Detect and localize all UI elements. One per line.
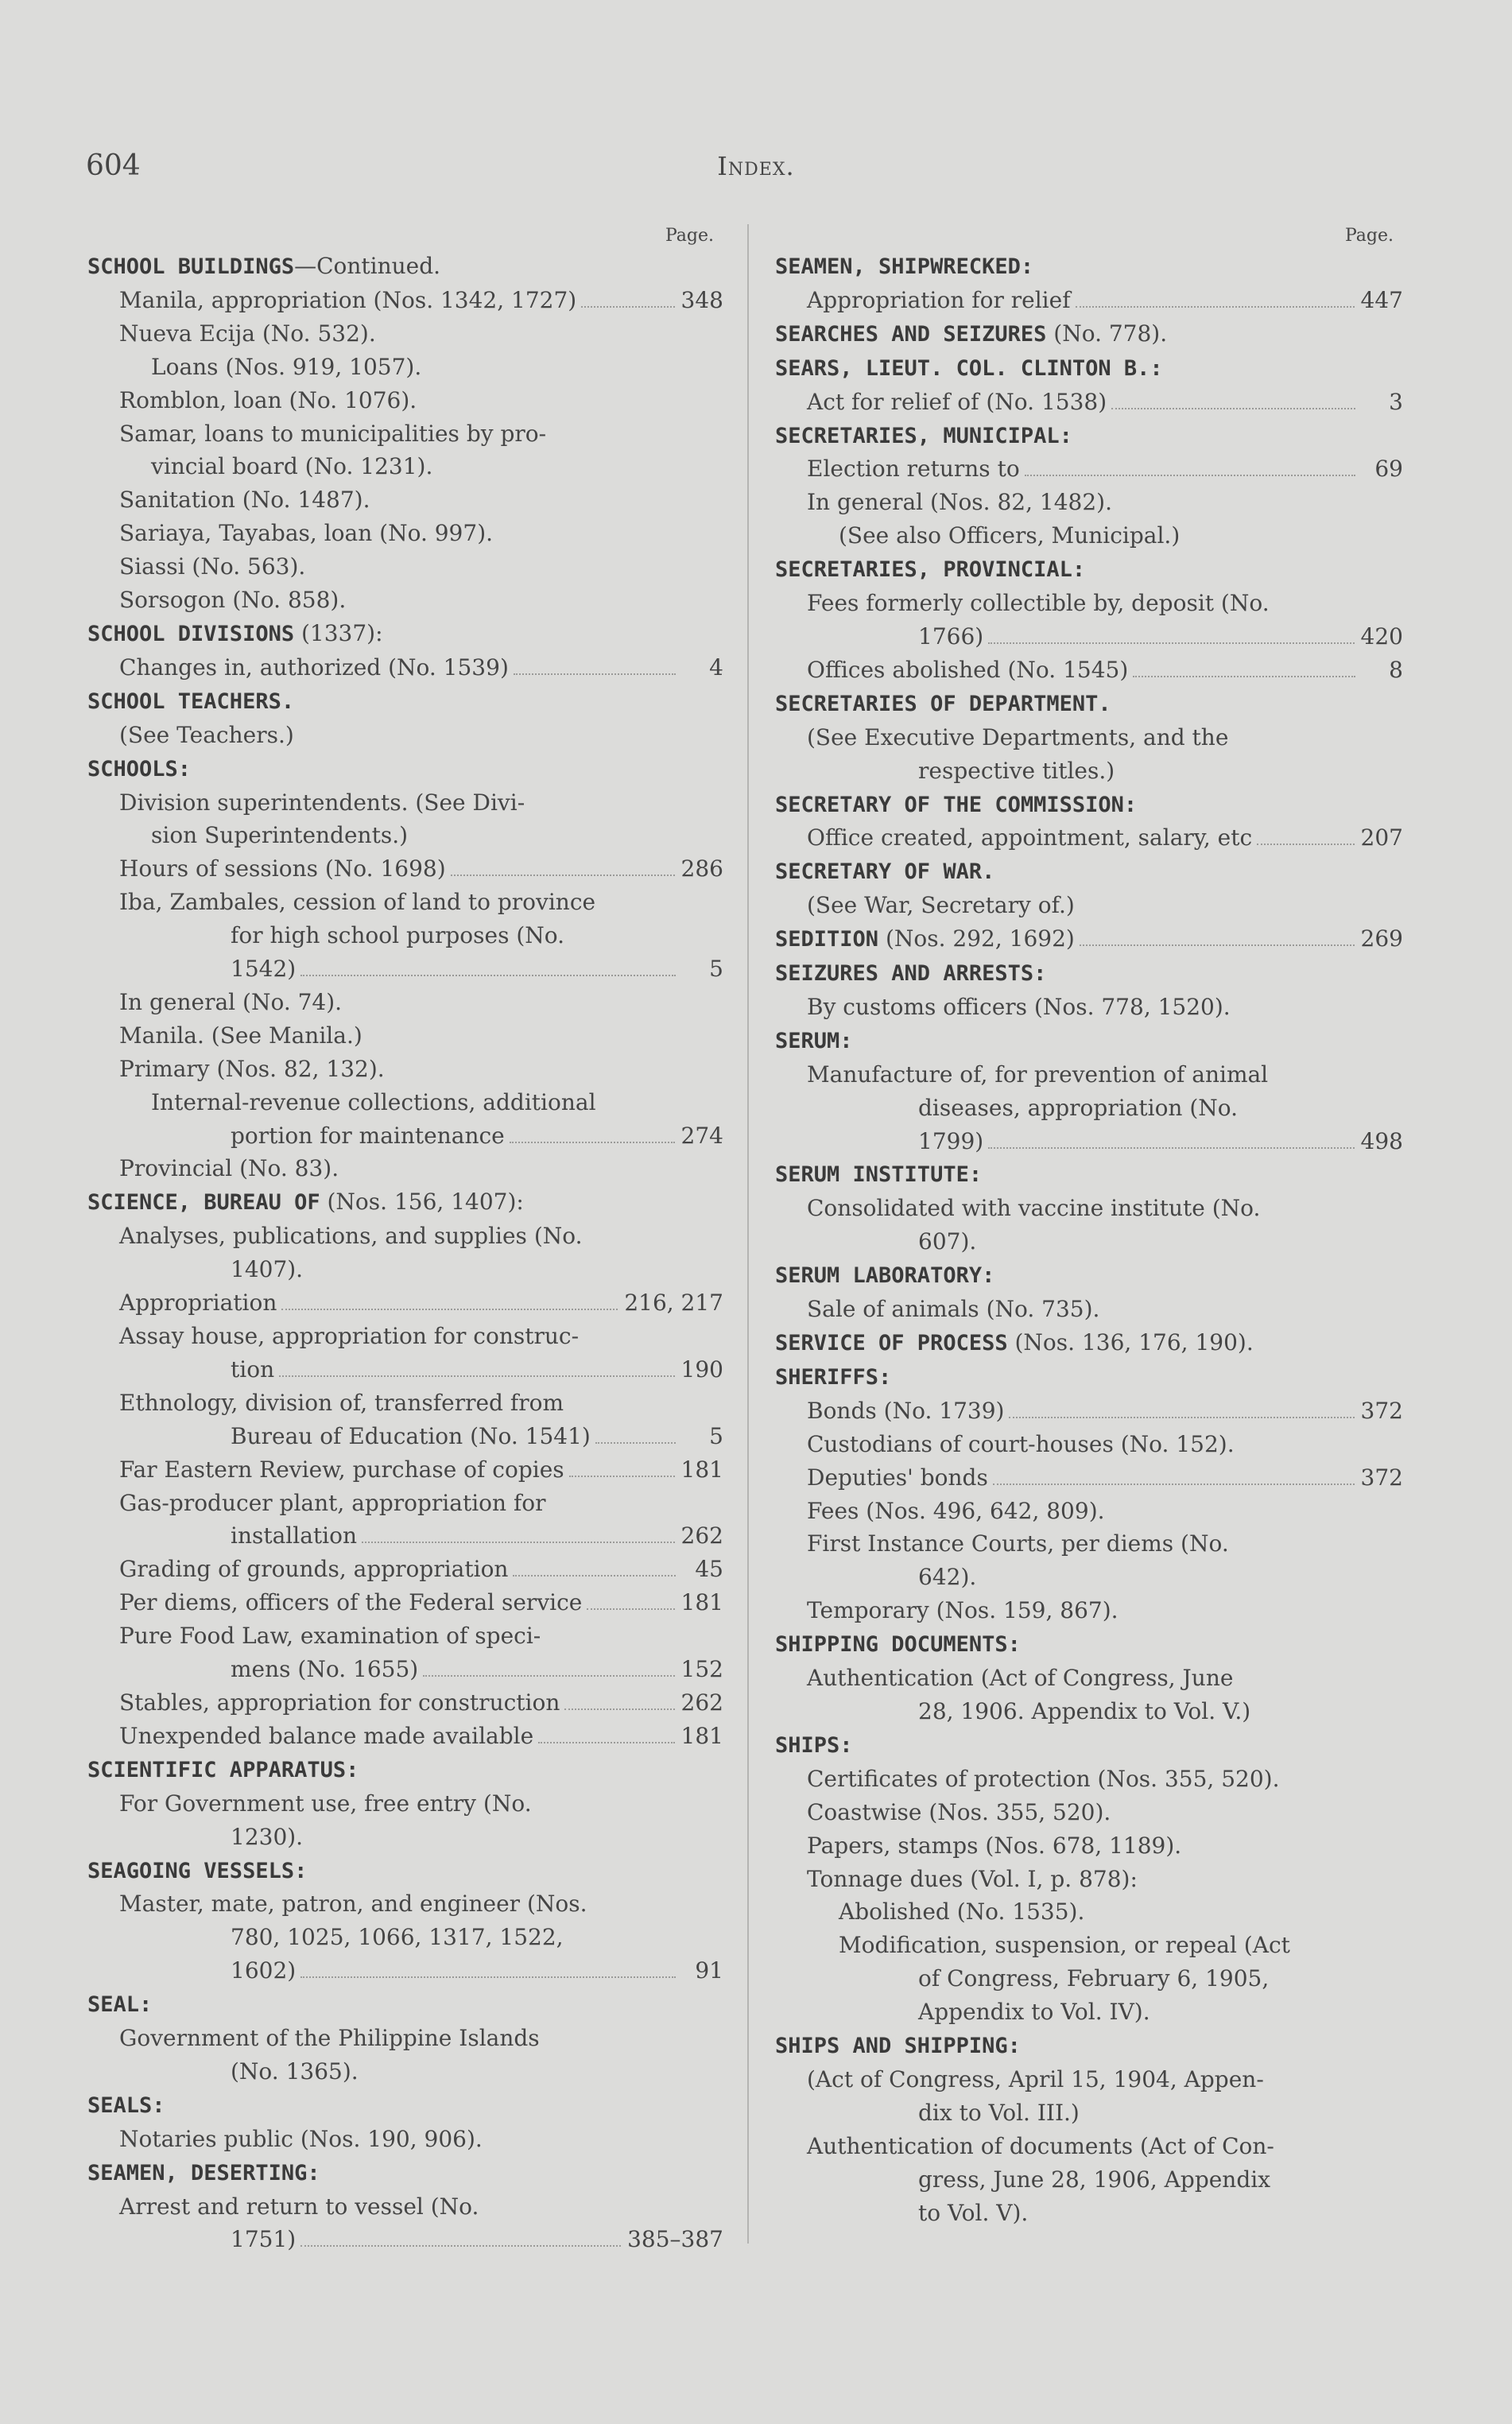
page-reference: 274 xyxy=(680,1122,723,1149)
heading-text: SCIENTIFIC APPARATUS: xyxy=(87,1757,359,1782)
index-subentry: Sanitation (No. 1487). xyxy=(119,487,370,514)
index-entry xyxy=(87,2223,723,2256)
entry-text: installation xyxy=(231,1522,358,1549)
index-subentry: Division superintendents. (See Divi- xyxy=(119,789,525,816)
index-subentry: Authentication of documents (Act of Con- xyxy=(807,2132,1274,2159)
heading-text: SHERIFFS: xyxy=(775,1364,892,1390)
index-entry xyxy=(775,284,1403,317)
index-heading xyxy=(87,1988,723,2022)
index-heading xyxy=(775,351,1403,386)
index-subentry: Provincial (No. 83). xyxy=(119,1155,339,1182)
dot-leader xyxy=(513,1575,676,1577)
index-entry xyxy=(87,952,723,986)
index-heading xyxy=(775,922,1403,956)
page-reference: 91 xyxy=(695,1957,723,1984)
entry-text: Far Eastern Review, purchase of copies xyxy=(119,1456,564,1483)
page-reference: 45 xyxy=(695,1556,723,1583)
page-reference: 69 xyxy=(1374,456,1403,483)
page-reference: 216, 217 xyxy=(624,1290,723,1317)
page-reference: 190 xyxy=(680,1356,723,1383)
entry-text: portion for maintenance xyxy=(231,1122,505,1149)
index-heading xyxy=(87,617,723,651)
index-heading xyxy=(775,1158,1403,1192)
index-entry xyxy=(87,284,723,317)
index-subentry: 28, 1906. Appendix to Vol. V.) xyxy=(918,1697,1251,1724)
index-subentry: Arrest and return to vessel (No. xyxy=(119,2193,479,2220)
index-entry xyxy=(87,1420,723,1453)
page-reference: 207 xyxy=(1360,824,1403,851)
heading-text: SCIENCE, BUREAU OF xyxy=(87,1190,320,1216)
index-subentry: 1407). xyxy=(231,1256,304,1283)
heading-text: SERUM LABORATORY: xyxy=(775,1263,995,1289)
dot-leader xyxy=(300,2245,621,2247)
page-reference: 181 xyxy=(680,1722,723,1749)
index-entry xyxy=(87,1720,723,1753)
entry-text: Changes in, authorized (No. 1539) xyxy=(119,654,509,681)
index-subentry: For Government use, free entry (No. xyxy=(119,1790,532,1817)
index-subentry: 780, 1025, 1066, 1317, 1522, xyxy=(231,1924,564,1951)
heading-text: SCHOOL BUILDINGS xyxy=(87,254,295,279)
index-lines-right xyxy=(775,250,1403,2229)
index-column-right xyxy=(775,223,1403,2229)
index-heading xyxy=(87,685,723,719)
page-reference: 262 xyxy=(680,1689,723,1716)
entry-text: Appropriation for relief xyxy=(807,286,1071,313)
index-heading xyxy=(87,1185,723,1220)
dot-leader xyxy=(564,1708,674,1710)
index-subentry: Nueva Ecija (No. 532). xyxy=(119,320,376,347)
index-heading xyxy=(775,2029,1403,2063)
index-column-left xyxy=(87,223,723,2256)
page-reference: 5 xyxy=(709,1422,723,1449)
index-subentry: Modification, suspension, or repeal (Act xyxy=(839,1932,1290,1959)
page-number: 604 xyxy=(86,149,141,182)
heading-text: SEALS: xyxy=(87,2092,165,2118)
index-subentry: Certificates of protection (Nos. 355, 520). xyxy=(807,1765,1280,1792)
dot-leader xyxy=(587,1608,674,1610)
page-reference: 4 xyxy=(709,654,723,681)
entry-text: 1799) xyxy=(918,1127,984,1154)
index-subentry: sion Superintendents.) xyxy=(151,822,409,849)
heading-suffix: (Nos. 136, 176, 190). xyxy=(1007,1329,1254,1356)
page-reference: 8 xyxy=(1389,656,1403,683)
index-heading xyxy=(775,419,1403,453)
entry-text: Per diems, officers of the Federal service xyxy=(119,1589,583,1616)
heading-group xyxy=(775,922,1075,956)
page-column-label: Page. xyxy=(665,226,714,246)
dot-leader xyxy=(423,1675,674,1677)
index-subentry: Sariaya, Tayabas, loan (No. 997). xyxy=(119,520,494,547)
index-subentry: Analyses, publications, and supplies (No. xyxy=(119,1223,583,1250)
index-subentry: for high school purposes (No. xyxy=(231,922,565,949)
dot-leader xyxy=(300,975,676,976)
page-reference: 181 xyxy=(680,1456,723,1483)
index-heading xyxy=(775,250,1403,284)
entry-text: Offices abolished (No. 1545) xyxy=(807,656,1129,683)
index-subentry: Manufacture of, for prevention of animal xyxy=(807,1061,1269,1088)
index-subentry: Appendix to Vol. IV). xyxy=(918,1999,1150,2026)
index-subentry: Gas-producer plant, appropriation for xyxy=(119,1489,546,1516)
index-subentry: Consolidated with vaccine institute (No. xyxy=(807,1195,1261,1222)
index-subentry: Siassi (No. 563). xyxy=(119,553,306,580)
index-heading xyxy=(87,250,723,284)
index-subentry: Manila. (See Manila.) xyxy=(119,1022,362,1049)
index-subentry: Ethnology, division of, transferred from xyxy=(119,1389,564,1416)
index-entry xyxy=(775,654,1403,687)
index-subentry: Iba, Zambales, cession of land to province xyxy=(119,889,596,916)
index-entry xyxy=(87,1286,723,1320)
index-entry xyxy=(87,651,723,685)
page-reference: 286 xyxy=(680,855,723,882)
index-subentry: Temporary (Nos. 159, 867). xyxy=(807,1597,1118,1624)
index-heading xyxy=(775,788,1403,822)
index-subentry: Fees (Nos. 496, 642, 809). xyxy=(807,1497,1105,1524)
index-lines-left xyxy=(87,250,723,2256)
dot-leader xyxy=(281,1309,618,1310)
entry-text: Election returns to xyxy=(807,456,1020,483)
heading-suffix: (Nos. 156, 1407): xyxy=(320,1189,524,1216)
page-reference: 385–387 xyxy=(627,2226,723,2253)
page-column-label: Page. xyxy=(1344,226,1394,246)
index-subentry: vincial board (No. 1231). xyxy=(151,453,433,480)
dot-leader xyxy=(1133,676,1355,677)
heading-text: SERUM INSTITUTE: xyxy=(775,1162,983,1188)
heading-text: SEAGOING VESSELS: xyxy=(87,1858,308,1883)
dot-leader xyxy=(514,673,676,675)
index-subentry: Fees formerly collectible by, deposit (No. xyxy=(807,590,1270,617)
index-heading xyxy=(775,956,1403,991)
index-subentry: Romblon, loan (No. 1076). xyxy=(119,386,417,413)
index-subentry: Coastwise (Nos. 355, 520). xyxy=(807,1798,1111,1825)
index-subentry: Authentication (Act of Congress, June xyxy=(807,1665,1234,1692)
dot-leader xyxy=(1025,475,1355,476)
index-entry xyxy=(87,1653,723,1686)
heading-text: SERVICE OF PROCESS xyxy=(775,1331,1008,1356)
index-heading xyxy=(775,553,1403,587)
heading-text: SCHOOLS: xyxy=(87,756,192,781)
index-subentry: diseases, appropriation (No. xyxy=(918,1094,1239,1121)
entry-text: tion xyxy=(231,1356,275,1383)
index-entry xyxy=(775,452,1403,486)
index-subentry: First Instance Courts, per diems (No. xyxy=(807,1530,1229,1557)
index-subentry: 642). xyxy=(918,1564,977,1591)
index-subentry: Internal-revenue collections, additional xyxy=(151,1088,596,1115)
dot-leader xyxy=(300,1976,676,1978)
index-heading xyxy=(775,855,1403,889)
index-subentry: of Congress, February 6, 1905, xyxy=(918,1965,1270,1992)
running-head: Index. xyxy=(717,151,795,181)
dot-leader xyxy=(1257,844,1354,845)
dot-leader xyxy=(569,1476,675,1477)
heading-text: SECRETARY OF THE COMMISSION: xyxy=(775,792,1138,817)
entry-text: 1602) xyxy=(231,1957,297,1984)
page-reference: 372 xyxy=(1360,1397,1403,1424)
heading-text: SERUM: xyxy=(775,1028,853,1053)
index-subentry: Custodians of court-houses (No. 152). xyxy=(807,1430,1235,1457)
index-subentry: In general (No. 74). xyxy=(119,988,343,1015)
index-subentry: dix to Vol. III.) xyxy=(918,2099,1080,2126)
dot-leader xyxy=(993,1483,1355,1485)
index-entry xyxy=(775,1394,1403,1428)
index-subentry: respective titles.) xyxy=(918,757,1115,784)
index-subentry: Master, mate, patron, and engineer (Nos. xyxy=(119,1891,587,1918)
index-heading xyxy=(87,1753,723,1787)
index-subentry: (See War, Secretary of.) xyxy=(807,892,1075,919)
index-entry xyxy=(87,1686,723,1720)
page-reference: 262 xyxy=(680,1522,723,1549)
index-subentry: Papers, stamps (Nos. 678, 1189). xyxy=(807,1832,1182,1859)
heading-text: SEARS, LIEUT. COL. CLINTON B.: xyxy=(775,355,1163,381)
dot-leader xyxy=(1111,408,1355,409)
dot-leader xyxy=(1076,306,1355,308)
index-heading xyxy=(775,1360,1403,1394)
index-subentry: Pure Food Law, examination of speci- xyxy=(119,1623,541,1650)
heading-text: SEIZURES AND ARRESTS: xyxy=(775,961,1047,987)
heading-text: SEAMEN, DESERTING: xyxy=(87,2160,320,2185)
entry-text: Act for relief of (No. 1538) xyxy=(807,388,1107,415)
index-subentry: 1230). xyxy=(231,1823,304,1850)
page-reference: 498 xyxy=(1360,1127,1403,1154)
index-subentry: Assay house, appropriation for construc- xyxy=(119,1323,580,1349)
index-heading xyxy=(87,2156,723,2190)
index-subentry: (See also Officers, Municipal.) xyxy=(839,522,1181,549)
entry-text: 1766) xyxy=(918,622,984,650)
index-entry xyxy=(87,852,723,886)
heading-text: SEARCHES AND SEIZURES xyxy=(775,321,1047,347)
entry-text: Hours of sessions (No. 1698) xyxy=(119,855,446,882)
index-subentry: (See Executive Departments, and the xyxy=(807,723,1229,750)
index-subentry: to Vol. V). xyxy=(918,2199,1029,2226)
dot-leader xyxy=(362,1542,675,1543)
dot-leader xyxy=(595,1442,676,1444)
dot-leader xyxy=(510,1142,675,1143)
index-entry xyxy=(87,1119,723,1153)
heading-text: SCHOOL DIVISIONS xyxy=(87,621,295,646)
index-subentry: Tonnage dues (Vol. I, p. 878): xyxy=(807,1865,1138,1892)
heading-suffix: —Continued. xyxy=(294,253,441,279)
index-heading xyxy=(87,1854,723,1888)
heading-suffix: (Nos. 292, 1692) xyxy=(878,925,1075,952)
page-reference: 372 xyxy=(1360,1464,1403,1491)
page-reference: 420 xyxy=(1360,622,1403,650)
heading-text: SEAL: xyxy=(87,1992,153,2018)
dot-leader xyxy=(451,875,675,876)
heading-text: SECRETARIES, MUNICIPAL: xyxy=(775,423,1072,448)
index-subentry: (No. 1365). xyxy=(231,2057,359,2085)
entry-text: Deputies' bonds xyxy=(807,1464,988,1491)
index-subentry: Samar, loans to municipalities by pro- xyxy=(119,420,547,447)
index-heading xyxy=(87,2089,723,2123)
heading-suffix: (1337): xyxy=(294,619,383,646)
heading-text: SEDITION xyxy=(775,927,879,952)
entry-text: Office created, appointment, salary, etc xyxy=(807,824,1253,851)
page-header xyxy=(0,149,1512,197)
index-heading xyxy=(775,1728,1403,1763)
index-subentry: Government of the Philippine Islands xyxy=(119,2025,540,2052)
index-subentry: gress, June 28, 1906, Appendix xyxy=(918,2166,1271,2193)
dot-leader xyxy=(279,1375,674,1377)
heading-text: SHIPS: xyxy=(775,1732,853,1758)
index-entry xyxy=(87,1453,723,1487)
index-entry xyxy=(87,1519,723,1553)
entry-text: Appropriation xyxy=(119,1290,277,1317)
index-subentry: Sale of animals (No. 735). xyxy=(807,1296,1100,1323)
index-entry xyxy=(87,1353,723,1387)
heading-text: SECRETARIES OF DEPARTMENT. xyxy=(775,691,1111,716)
index-entry xyxy=(775,620,1403,654)
index-heading xyxy=(775,1259,1403,1293)
index-subentry: 607). xyxy=(918,1228,977,1255)
index-subentry: Primary (Nos. 82, 132). xyxy=(119,1055,385,1082)
heading-text: SCHOOL TEACHERS. xyxy=(87,688,295,714)
heading-text: SECRETARIES, PROVINCIAL: xyxy=(775,557,1086,583)
dot-leader xyxy=(988,1147,1354,1149)
index-subentry: (Act of Congress, April 15, 1904, Appen- xyxy=(807,2065,1264,2092)
index-subentry: (See Teachers.) xyxy=(119,721,294,748)
index-heading xyxy=(775,1326,1403,1360)
index-subentry: By customs officers (Nos. 778, 1520). xyxy=(807,993,1231,1020)
entry-text: 1542) xyxy=(231,956,297,983)
entry-text: Manila, appropriation (Nos. 1342, 1727) xyxy=(119,286,577,313)
entry-text: Bonds (No. 1739) xyxy=(807,1397,1005,1424)
dot-leader xyxy=(988,642,1354,644)
index-heading xyxy=(775,1627,1403,1662)
index-subentry: Notaries public (Nos. 190, 906). xyxy=(119,2125,483,2152)
column-divider xyxy=(747,224,749,2244)
index-entry xyxy=(775,821,1403,855)
entry-text: Stables, appropriation for construction xyxy=(119,1689,560,1716)
index-subentry: In general (Nos. 82, 1482). xyxy=(807,489,1112,516)
index-subentry: Abolished (No. 1535). xyxy=(839,1898,1085,1926)
index-heading xyxy=(87,752,723,786)
entry-text: mens (No. 1655) xyxy=(231,1656,419,1683)
index-heading xyxy=(775,317,1403,351)
dot-leader xyxy=(1009,1417,1354,1418)
page-reference: 348 xyxy=(680,286,723,313)
heading-text: SHIPPING DOCUMENTS: xyxy=(775,1632,1021,1658)
index-entry xyxy=(87,1586,723,1619)
index-heading xyxy=(775,687,1403,721)
dot-leader xyxy=(538,1742,674,1743)
index-entry xyxy=(775,1125,1403,1158)
index-entry xyxy=(87,1553,723,1586)
page-reference: 152 xyxy=(680,1656,723,1683)
heading-text: SHIPS AND SHIPPING: xyxy=(775,2034,1021,2059)
entry-text: Bureau of Education (No. 1541) xyxy=(231,1422,591,1449)
entry-text: Grading of grounds, appropriation xyxy=(119,1556,509,1583)
index-heading xyxy=(775,1024,1403,1058)
dot-leader xyxy=(581,306,674,308)
entry-text: 1751) xyxy=(231,2226,297,2253)
index-subentry: Sorsogon (No. 858). xyxy=(119,587,347,614)
page-reference: 5 xyxy=(709,956,723,983)
heading-text: SEAMEN, SHIPWRECKED: xyxy=(775,254,1034,279)
index-subentry: Loans (Nos. 919, 1057). xyxy=(151,353,422,380)
page-reference: 269 xyxy=(1360,925,1403,952)
index-entry xyxy=(775,386,1403,419)
page-reference: 447 xyxy=(1360,286,1403,313)
index-entry xyxy=(775,1461,1403,1495)
page-reference: 3 xyxy=(1389,388,1403,415)
entry-text: Unexpended balance made available xyxy=(119,1722,534,1749)
index-entry xyxy=(87,1954,723,1988)
heading-suffix: (No. 778). xyxy=(1046,320,1168,347)
dot-leader xyxy=(1080,944,1355,946)
heading-text: SECRETARY OF WAR. xyxy=(775,859,995,885)
page-reference: 181 xyxy=(680,1589,723,1616)
